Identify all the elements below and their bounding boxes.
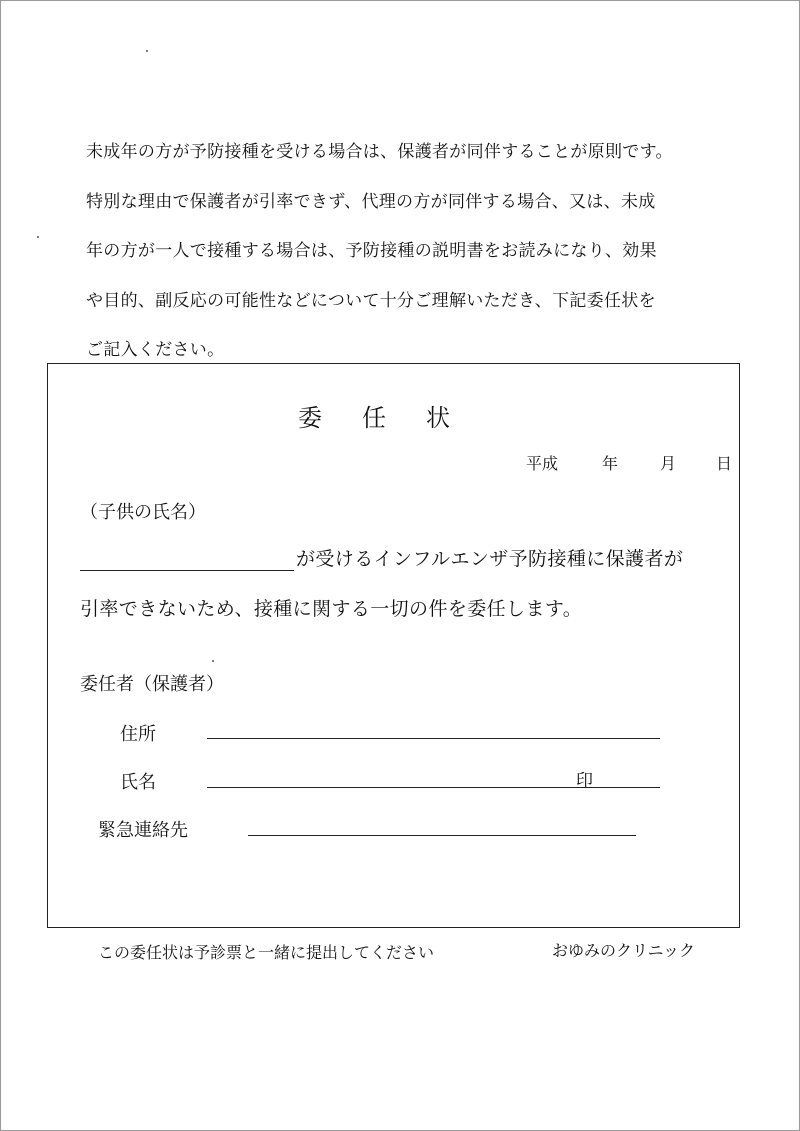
submission-note: この委任状は予診票と一緒に提出してください <box>98 943 435 962</box>
intro-line: や目的、副反応の可能性などについて十分ご理解いただき、下記委任状を <box>86 290 656 311</box>
intro-line: 年の方が一人で接種する場合は、予防接種の説明書をお読みになり、効果 <box>86 241 657 261</box>
date-month[interactable]: 月 <box>660 454 677 473</box>
child-name-field[interactable] <box>80 570 294 571</box>
name-label: 氏名 <box>120 772 156 793</box>
seal-mark: 印 <box>576 771 593 791</box>
emergency-contact-field[interactable] <box>248 835 636 836</box>
intro-line: ご記入ください。 <box>86 340 225 360</box>
address-label: 住所 <box>120 724 156 745</box>
intro-paragraph <box>86 128 726 376</box>
intro-line: 未成年の方が予防接種を受ける場合は、保護者が同伴することが原則です。 <box>86 142 673 162</box>
scan-speck <box>37 236 39 238</box>
statement-line-1: が受けるインフルエンザ予防接種に保護者が <box>296 548 684 570</box>
intro-line: 特別な理由で保護者が引率できず、代理の方が同伴する場合、又は、未成 <box>86 191 656 212</box>
date-era: 平成 <box>526 454 559 473</box>
date-year[interactable]: 年 <box>602 454 619 473</box>
delegation-form-box <box>47 363 740 928</box>
form-title: 委任状 <box>298 404 490 432</box>
clinic-name: おゆみのクリニック <box>552 941 696 960</box>
emergency-contact-label: 緊急連絡先 <box>98 820 188 841</box>
delegator-label: 委任者（保護者） <box>80 674 224 695</box>
address-field[interactable] <box>207 738 660 739</box>
date-day[interactable]: 日 <box>716 454 733 473</box>
statement-line-2: 引率できないため、接種に関する一切の件を委任します。 <box>80 598 583 620</box>
child-name-label: （子供の氏名） <box>80 502 206 523</box>
scan-speck <box>146 50 148 52</box>
date-row <box>526 451 732 474</box>
